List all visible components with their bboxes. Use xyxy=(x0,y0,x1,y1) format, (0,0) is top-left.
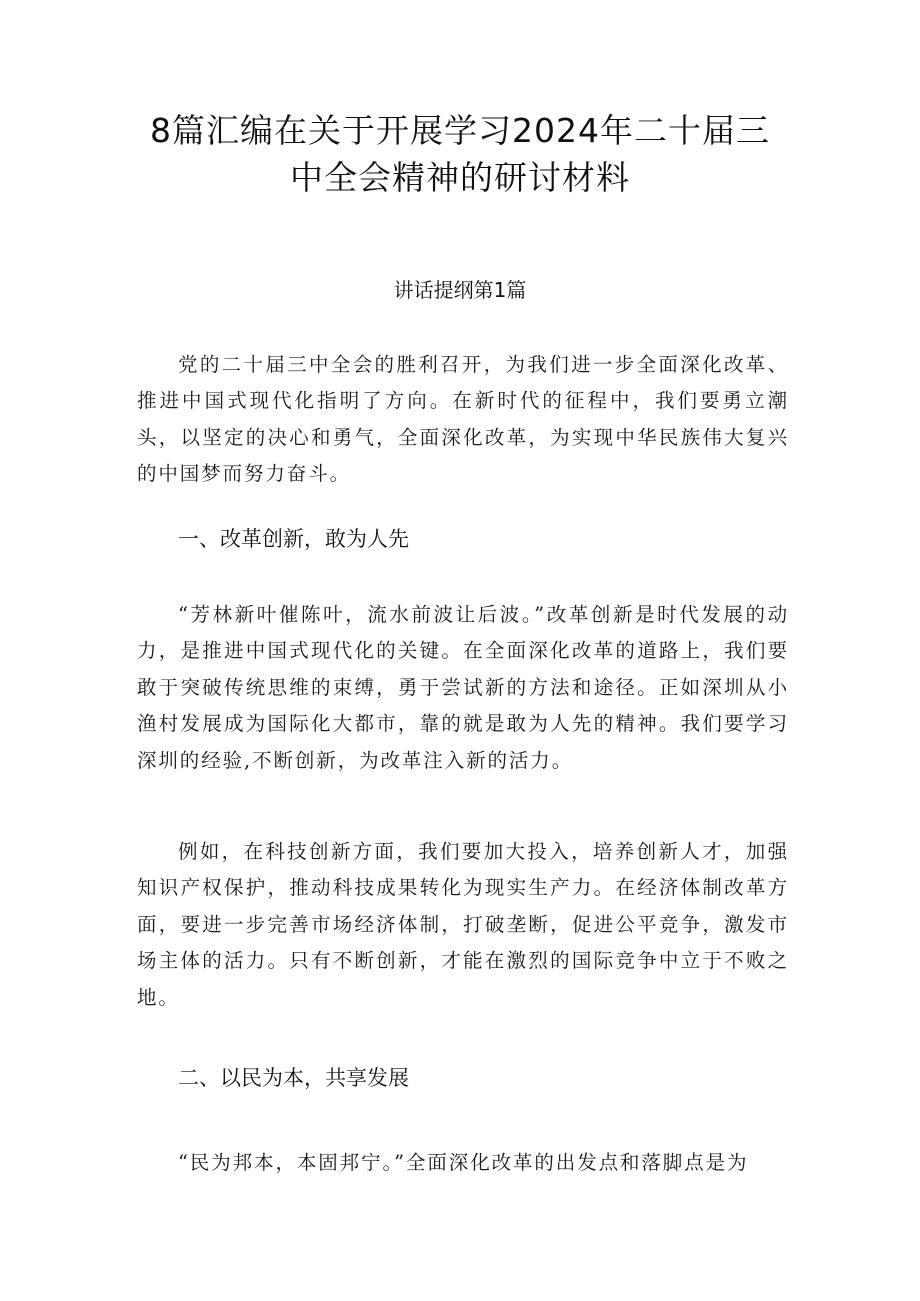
section-subtitle: 讲话提纲第1篇 xyxy=(393,278,527,302)
document-title-line-2: 中全会精神的研讨材料 xyxy=(290,158,630,197)
section-heading-2: 二、以民为本，共享发展 xyxy=(178,1066,409,1090)
intro-paragraph: 党的二十届三中全会的胜利召开，为我们进一步全面深化改革、推进中国式现代化指明了方向。在新时代的征程中，我们要勇立潮头，以坚定的决心和勇气，全面深化改革，为实现中华民族伟大复兴的中国梦而努力奋斗。 xyxy=(137,352,789,485)
body-paragraph-2: “芳林新叶催陈叶，流水前波让后波。”改革创新是时代发展的动力，是推进中国式现代化的关键。在全面深化改革的道路上，我们要敢于突破传统思维的束缚，勇于尝试新的方法和途径。正如深圳从小渔村发展成为国际化大都市，靠的就是敢为人先的精神。我们要学习深圳的经验,不断创新，为改革注入新的活力。 xyxy=(137,602,789,772)
body-paragraph-3: 例如，在科技创新方面，我们要加大投入，培养创新人才，加强知识产权保护，推动科技成果转化为现实生产力。在经济体制改革方面，要进一步完善市场经济体制，打破垄断，促进公平竞争，激发市场主体的活力。只有不断创新，才能在激烈的国际竞争中立于不败之地。 xyxy=(137,839,789,1009)
section-heading-1: 一、改革创新，敢为人先 xyxy=(178,527,409,551)
body-paragraph-4: “民为邦本，本固邦宁。”全面深化改革的出发点和落脚点是为 xyxy=(178,1150,749,1174)
document-title-line-1: 8篇汇编在关于开展学习2024年二十届三 xyxy=(150,111,770,150)
